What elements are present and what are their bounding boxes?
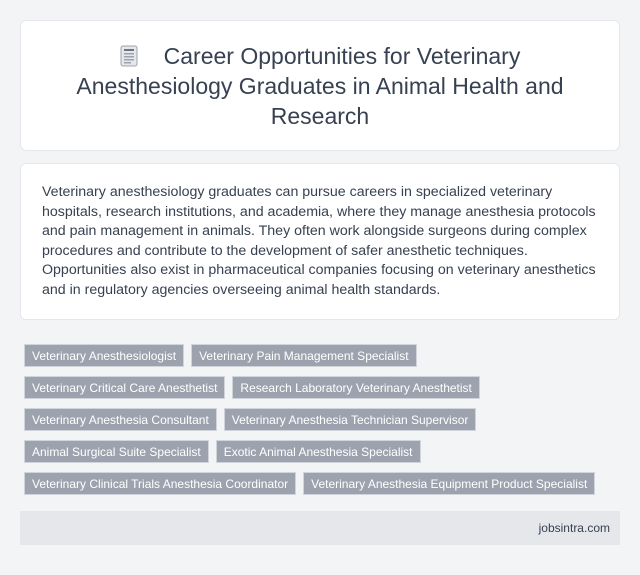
- document-icon: [120, 45, 138, 67]
- tag-research-lab-anesthetist[interactable]: Research Laboratory Veterinary Anesthetist: [232, 376, 479, 399]
- tag-list: [24, 344, 620, 504]
- tag-pain-management-specialist[interactable]: Veterinary Pain Management Specialist: [191, 344, 416, 367]
- tag-veterinary-anesthesiologist[interactable]: Veterinary Anesthesiologist: [24, 344, 184, 367]
- tag-technician-supervisor[interactable]: Veterinary Anesthesia Technician Supervisor: [224, 408, 477, 431]
- page-title: [51, 41, 589, 131]
- tag-equipment-product-specialist[interactable]: Veterinary Anesthesia Equipment Product Specialist: [303, 472, 595, 495]
- summary-text: Veterinary anesthesiology graduates can pursue careers in specialized veterinary hospitals, research institutions, and academia, where they manage anesthesia protocols and pain management in animals. They often work alongside surgeons during complex procedures and contribute to the development of safer anesthetic techniques. Opportunities also exist in pharmaceutical companies focusing on veterinary anesthetics and in regulatory agencies overseeing animal health standards.: [42, 184, 596, 298]
- footer-site-link[interactable]: jobsintra.com: [538, 521, 610, 535]
- tag-exotic-animal-specialist[interactable]: Exotic Animal Anesthesia Specialist: [216, 440, 421, 463]
- tag-clinical-trials-coordinator[interactable]: Veterinary Clinical Trials Anesthesia Coordinator: [24, 472, 296, 495]
- summary-card: [20, 163, 620, 320]
- title-card: [20, 20, 620, 151]
- footer: [20, 511, 620, 545]
- tag-surgical-suite-specialist[interactable]: Animal Surgical Suite Specialist: [24, 440, 209, 463]
- tag-critical-care-anesthetist[interactable]: Veterinary Critical Care Anesthetist: [24, 376, 225, 399]
- tag-anesthesia-consultant[interactable]: Veterinary Anesthesia Consultant: [24, 408, 217, 431]
- page-title-text: Career Opportunities for Veterinary Anesthesiology Graduates in Animal Health and Research: [76, 42, 564, 129]
